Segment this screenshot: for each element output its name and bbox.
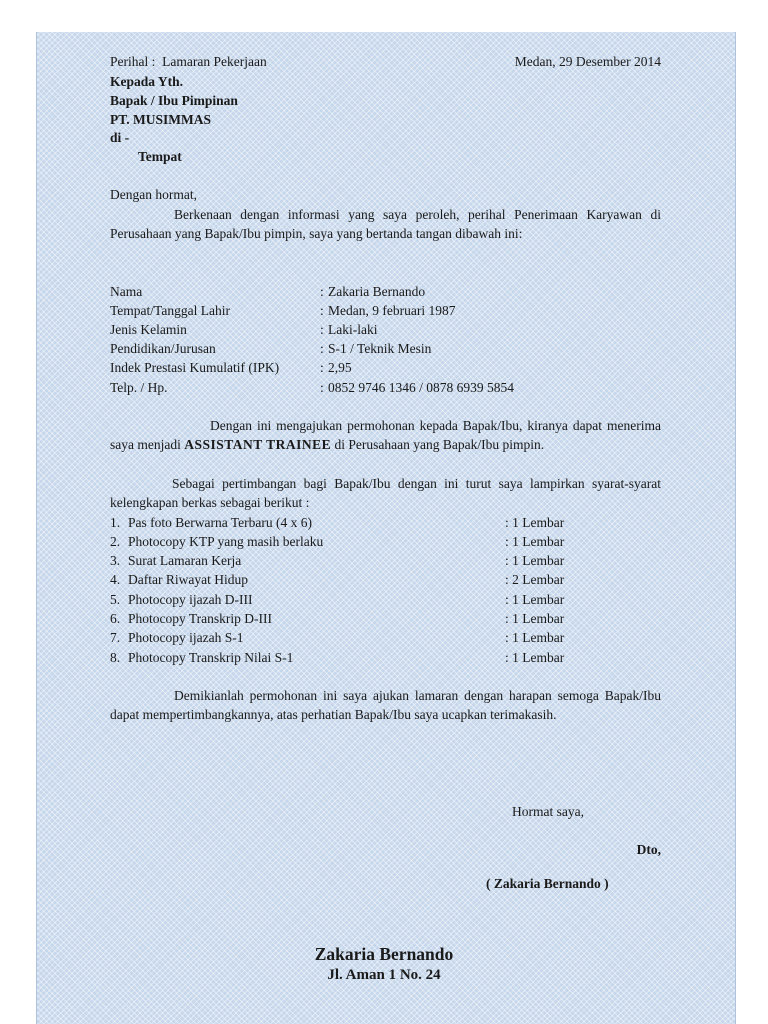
attachment-number: 1. [110,515,121,530]
recipient-place: Tempat [138,149,182,164]
identity-value: Zakaria Bernando [328,284,426,299]
attachment-item [110,570,580,589]
attachment-quantity: : 2 Lembar [505,572,565,587]
subject-line [110,52,267,71]
attachments-intro [110,474,661,512]
request-text-after: di Perusahaan yang Bapak/Ibu pimpin. [334,437,545,452]
attachment-item [110,648,580,667]
identity-label: Indek Prestasi Kumulatif (IPK) [110,360,280,375]
attachment-text: Pas foto Berwarna Terbaru (4 x 6) [128,515,312,530]
signature-mark: Dto, [636,842,661,857]
attachment-quantity: : 1 Lembar [505,650,565,665]
recipient-line-4: di - [110,130,130,145]
attachment-number: 8. [110,650,121,665]
attachment-number: 6. [110,611,121,626]
closing-paragraph [110,686,661,724]
attachment-text: Daftar Riwayat Hidup [128,572,248,587]
attachment-item [110,551,580,570]
attachment-text: Photocopy ijazah D-III [128,592,253,607]
subject-label: Perihal : [110,54,156,69]
attachment-quantity: : 1 Lembar [505,592,565,607]
attachment-quantity: : 1 Lembar [505,611,565,626]
recipient-line-2: Bapak / Ibu Pimpinan [110,93,238,108]
identity-value: Medan, 9 februari 1987 [328,303,456,318]
request-text-before: Dengan ini mengajukan permohonan kepada Bapak/Ibu, kiranya dapat menerima saya menjadi [110,418,661,452]
signer-name: ( Zakaria Bernando ) [486,876,609,891]
attachment-quantity: : 1 Lembar [505,630,565,645]
requested-position: ASSISTANT TRAINEE [184,437,332,452]
attachment-number: 5. [110,592,121,607]
identity-separator: : [320,341,324,356]
attachment-number: 7. [110,630,121,645]
identity-label: Nama [110,284,143,299]
attachment-item [110,513,580,532]
identity-value: Laki-laki [328,322,378,337]
attachment-quantity: : 1 Lembar [505,534,565,549]
attachment-number: 4. [110,572,121,587]
identity-label: Pendidikan/Jurusan [110,341,216,356]
attachment-number: 2. [110,534,121,549]
subject-value: Lamaran Pekerjaan [162,54,267,69]
identity-label: Telp. / Hp. [110,380,168,395]
recipient-line-1: Kepada Yth. [110,74,184,89]
attachment-item [110,609,580,628]
identity-separator: : [320,360,324,375]
attachment-number: 3. [110,553,121,568]
recipient-company: PT. MUSIMMAS [110,112,211,127]
intro-paragraph [110,205,661,243]
place-date: Medan, 29 Desember 2014 [514,54,661,69]
identity-value: 2,95 [328,360,352,375]
greeting: Dengan hormat, [110,187,197,202]
attachment-text: Surat Lamaran Kerja [128,553,242,568]
attachment-quantity: : 1 Lembar [505,553,565,568]
closing-text: Demikianlah permohonan ini saya ajukan lamaran dengan harapan semoga Bapak/Ibu dapat mempertimbangkannya, atas perhatian Bapak/Ibu saya ucapkan terimakasih. [110,688,661,722]
attachments-intro-text: Sebagai pertimbangan bagi Bapak/Ibu dengan ini turut saya lampirkan syarat-syarat kelengkapan berkas sebagai berikut : [110,476,661,510]
identity-label: Tempat/Tanggal Lahir [110,303,230,318]
attachment-item [110,590,580,609]
identity-separator: : [320,303,324,318]
identity-separator: : [320,380,324,395]
intro-text: Berkenaan dengan informasi yang saya peroleh, perihal Penerimaan Karyawan di Perusahaan yang Bapak/Ibu pimpin, saya yang bertanda tangan dibawah ini: [110,207,661,241]
attachment-text: Photocopy Transkrip Nilai S-1 [128,650,294,665]
regards: Hormat saya, [512,804,584,819]
footer-address: Jl. Aman 1 No. 24 [327,967,441,983]
attachment-text: Photocopy ijazah S-1 [128,630,244,645]
attachment-text: Photocopy KTP yang masih berlaku [128,534,324,549]
identity-value: 0852 9746 1346 / 0878 6939 5854 [328,380,515,395]
identity-label: Jenis Kelamin [110,322,187,337]
attachment-text: Photocopy Transkrip D-III [128,611,272,626]
identity-separator: : [320,322,324,337]
attachment-item [110,532,580,551]
request-paragraph [110,416,661,454]
identity-separator: : [320,284,324,299]
footer-name: Zakaria Bernando [314,944,454,964]
attachment-quantity: : 1 Lembar [505,515,565,530]
attachment-item [110,628,580,647]
identity-value: S-1 / Teknik Mesin [328,341,432,356]
